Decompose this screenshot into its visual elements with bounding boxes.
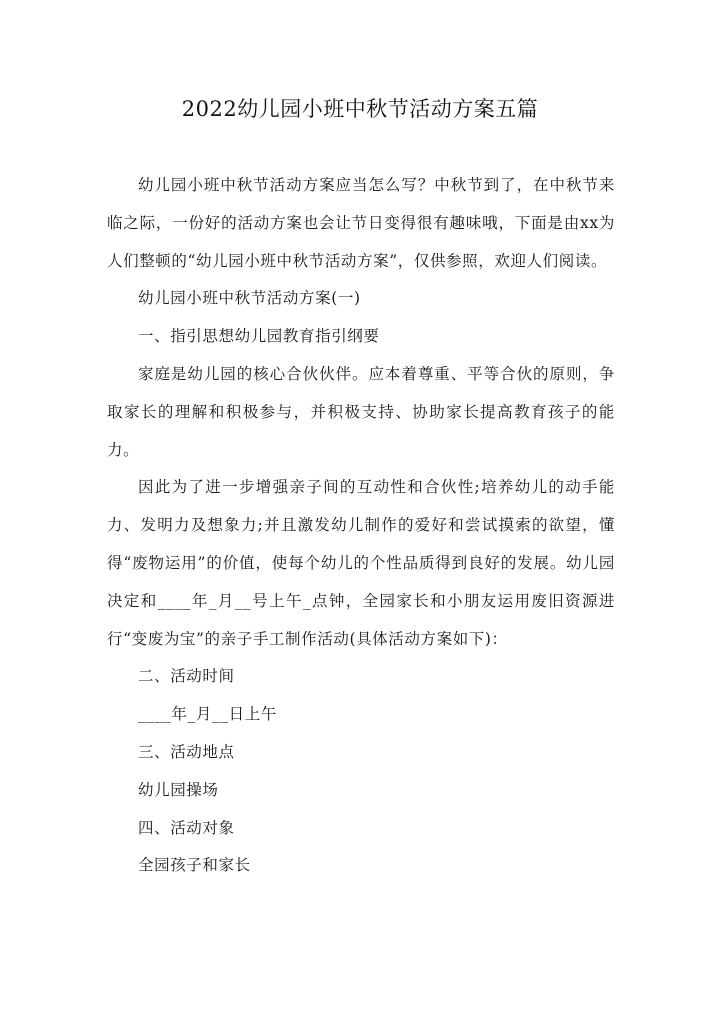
document-body	[107, 167, 615, 885]
activity-purpose-paragraph: 因此为了进一步增强亲子间的互动性和合伙性;培养幼儿的动手能力、发明力及想象力;并且激发幼儿制作的爱好和尝试摸索的欲望，懂得“废物运用”的价值，使每个幼儿的个性品质得到良好的发展。幼儿园决定和____年_月__号上午_点钟，全园家长和小朋友运用废旧资源进行“变废为宝”的亲子手工制作活动(具体活动方案如下)：	[107, 478, 615, 648]
activity-participants-value: 全园孩子和家长	[138, 856, 251, 875]
section-heading-guiding-ideology: 一、指引思想幼儿园教育指引纲要	[138, 327, 380, 346]
activity-location-value: 幼儿园操场	[138, 780, 219, 799]
activity-time-value: ____年_月__日上午	[138, 705, 277, 724]
section-heading-activity-participants: 四、活动对象	[138, 818, 235, 837]
section-heading-plan-one: 幼儿园小班中秋节活动方案(一)	[138, 289, 361, 308]
section-heading-activity-time: 二、活动时间	[138, 667, 235, 686]
document-title: 2022幼儿园小班中秋节活动方案五篇	[181, 97, 539, 121]
intro-paragraph: 幼儿园小班中秋节活动方案应当怎么写？中秋节到了，在中秋节来临之际，一份好的活动方案也会让节日变得很有趣味哦，下面是由xx为人们整顿的“幼儿园小班中秋节活动方案”，仅供参照，欢迎人们阅读。	[107, 176, 615, 270]
family-partnership-paragraph: 家庭是幼儿园的核心合伙伙伴。应本着尊重、平等合伙的原则，争取家长的理解和积极参与，并积极支持、协助家长提高教育孩子的能力。	[107, 364, 615, 459]
section-heading-activity-location: 三、活动地点	[138, 742, 235, 761]
